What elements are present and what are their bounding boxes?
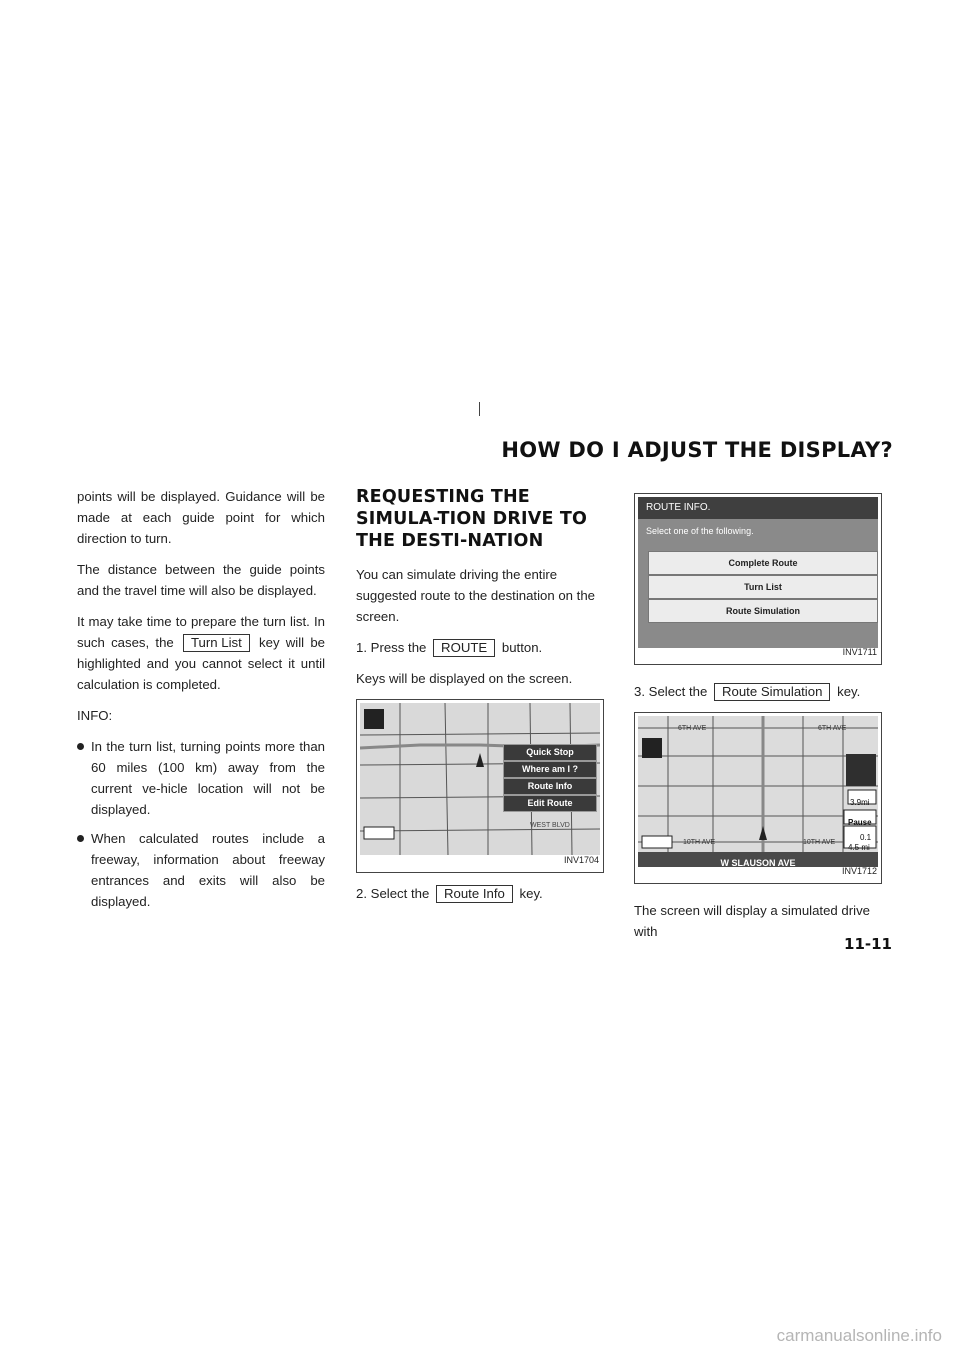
where-am-i-button[interactable]: Where am I ?	[503, 761, 597, 778]
street-banner: W SLAUSON AVE	[720, 858, 796, 867]
distance-top: 0.1	[860, 833, 872, 842]
column-1	[77, 486, 325, 920]
route-key: ROUTE	[433, 639, 495, 657]
route-simulation-key: Route Simulation	[714, 683, 830, 701]
street-label: 6TH AVE	[678, 725, 707, 732]
figure-caption: INV1711	[842, 647, 877, 657]
turn-list-text-after: key will be highlighted and you cannot select it until calculation is completed.	[77, 635, 325, 692]
bullet-dot-icon	[77, 835, 84, 842]
street-label: WEST BLVD	[530, 822, 570, 829]
figure-route-info	[634, 493, 882, 665]
route-info-key: Route Info	[436, 885, 513, 903]
figure-caption: INV1712	[841, 866, 877, 876]
quick-stop-button[interactable]: Quick Stop	[503, 744, 597, 761]
turn-list-button[interactable]: Turn List	[648, 575, 878, 599]
header-tick	[479, 402, 480, 416]
route-info-subtitle: Select one of the following.	[646, 526, 754, 536]
map-screenshot	[360, 703, 600, 855]
section-heading: REQUESTING THE SIMULA-TION DRIVE TO THE DESTI-NATION	[356, 487, 588, 551]
turn-list-text-before: It may take time to prepare the turn list. In such cases, the	[77, 614, 325, 650]
step-1-note: Keys will be displayed on the screen.	[356, 671, 573, 686]
column-2	[356, 486, 604, 914]
page-number: 11-11	[844, 935, 892, 953]
distance-bottom: 4.5 mi	[848, 843, 870, 852]
figure-route-menu	[356, 699, 604, 873]
figure-caption: INV1704	[563, 855, 599, 865]
route-info-title: ROUTE INFO.	[638, 497, 878, 519]
info-label: INFO:	[77, 708, 113, 723]
paragraph-turn-list	[77, 611, 325, 695]
figure-route-simulation	[634, 712, 882, 884]
watermark: carmanualsonline.info	[776, 1326, 942, 1345]
simulation-map	[638, 716, 878, 867]
complete-route-button[interactable]: Complete Route	[648, 551, 878, 575]
closing-paragraph: The screen will display a simulated drive with	[634, 903, 871, 939]
edit-route-button[interactable]: Edit Route	[503, 795, 597, 812]
route-info-button[interactable]: Route Info	[503, 778, 597, 795]
paragraph-guide-points: points will be displayed. Guidance will be made at each guide point for which direction to turn.	[77, 489, 325, 546]
street-label: 10TH AVE	[683, 839, 716, 846]
info-bullet-list	[77, 736, 325, 912]
info-bullet: When calculated routes include a freeway, information about freeway entrances and exits will also be displayed.	[77, 828, 325, 912]
paragraph-distance: The distance between the guide points and the travel time will also be displayed.	[77, 562, 325, 598]
step-2: 2. Select the Route Info key.	[356, 886, 543, 901]
route-info-screen	[638, 497, 878, 648]
step-3: 3. Select the Route Simulation key.	[634, 684, 861, 699]
info-bullet: In the turn list, turning points more than 60 miles (100 km) away from the current ve-hicle location will not be displayed.	[77, 736, 325, 820]
column-3	[634, 493, 882, 952]
bullet-dot-icon	[77, 743, 84, 750]
pause-button[interactable]: Pause	[848, 818, 872, 827]
turn-distance-label: 3.9mi	[850, 798, 870, 807]
route-simulation-button[interactable]: Route Simulation	[648, 599, 878, 623]
page-header-title: HOW DO I ADJUST THE DISPLAY?	[501, 438, 893, 462]
street-label: 6TH AVE	[818, 725, 847, 732]
step-1: 1. Press the ROUTE button.	[356, 640, 543, 655]
street-label: 10TH AVE	[803, 839, 836, 846]
intro-paragraph: You can simulate driving the entire suggested route to the destination on the screen.	[356, 567, 596, 624]
turn-list-key: Turn List	[183, 634, 250, 652]
